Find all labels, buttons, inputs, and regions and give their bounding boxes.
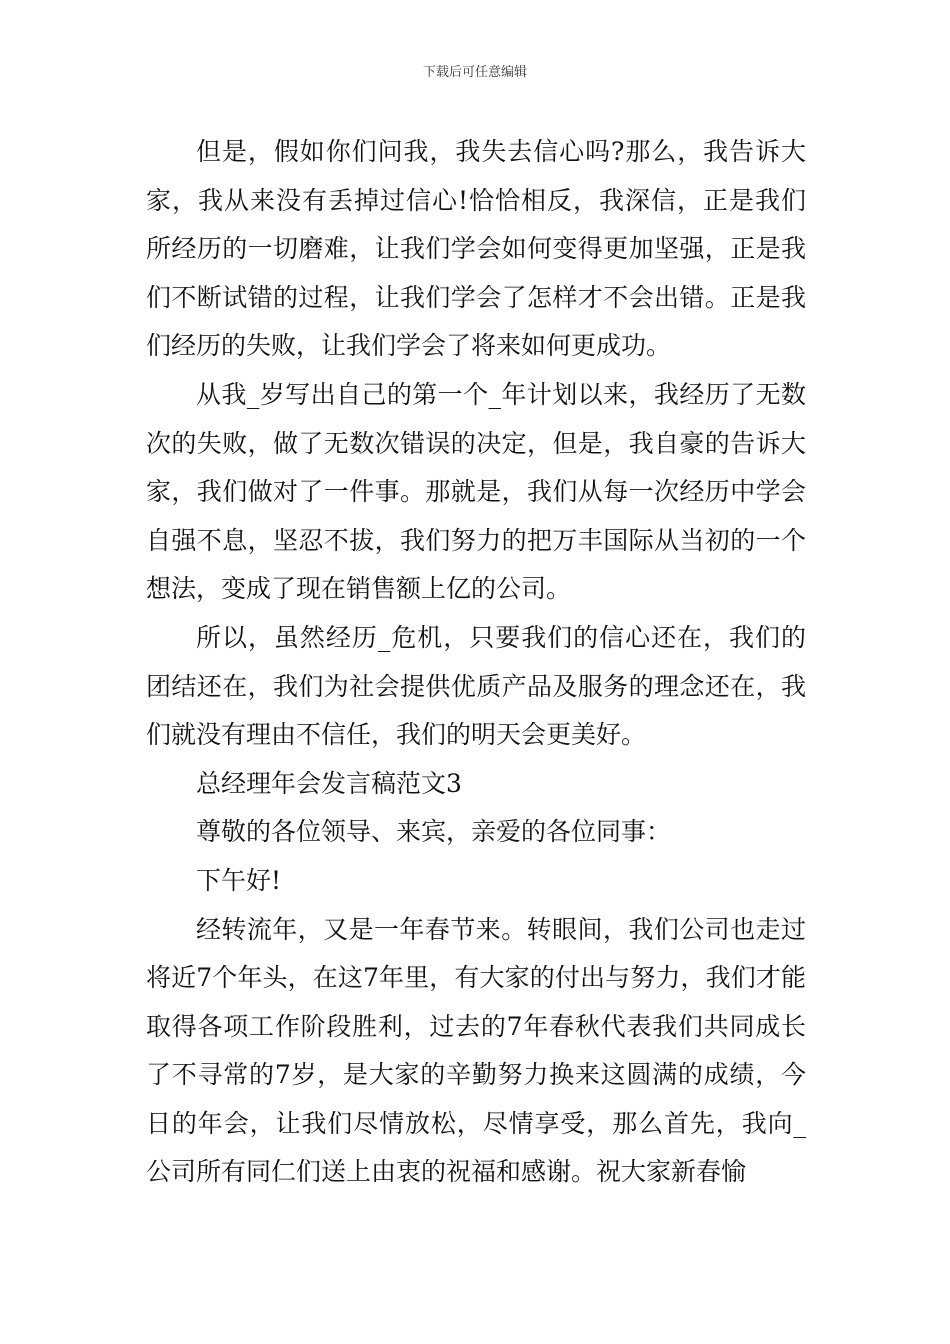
paragraph-future: 所以，虽然经历_危机，只要我们的信心还在，我们的团结还在，我们为社会提供优质产品及服务的理念还在，我们就没有理由不信任，我们的明天会更美好。 [146, 622, 806, 750]
paragraph-confidence: 但是，假如你们问我，我失去信心吗?那么，我告诉大家，我从来没有丢掉过信心!恰恰相反，我深信，正是我们所经历的一切磨难，让我们学会如何变得更加坚强，正是我们不断试错的过程，让我们学会了怎样才不会出错。正是我们经历的失败，让我们学会了将来如何更成功。 [146, 137, 806, 361]
download-note: 下载后可任意编辑 [422, 65, 527, 80]
paragraph-experience: 从我_岁写出自己的第一个_年计划以来，我经历了无数次的失败，做了无数次错误的决定，但是，我自豪的告诉大家，我们做对了一件事。那就是，我们从每一次经历中学会自强不息，坚忍不拔，我们努力的把万丰国际从当初的一个想法，变成了现在销售额上亿的公司。 [146, 379, 806, 604]
section-title: 总经理年会发言稿范文3 [196, 768, 462, 798]
document-body [146, 128, 806, 1197]
greeting: 下午好! [196, 865, 282, 895]
salutation: 尊敬的各位领导、来宾，亲爱的各位同事： [196, 817, 672, 847]
paragraph-new-year: 经转流年，又是一年春节来。转眼间，我们公司也走过将近7个年头，在这7年里，有大家的付出与努力，我们才能取得各项工作阶段胜利，过去的7年春秋代表我们共同成长了不寻常的7岁，是大家的辛勤努力换来这圆满的成绩，今日的年会，让我们尽情放松，尽情享受，那么首先，我向_公司所有同仁们送上由衷的祝福和感谢。祝大家新春愉 [146, 914, 806, 1187]
